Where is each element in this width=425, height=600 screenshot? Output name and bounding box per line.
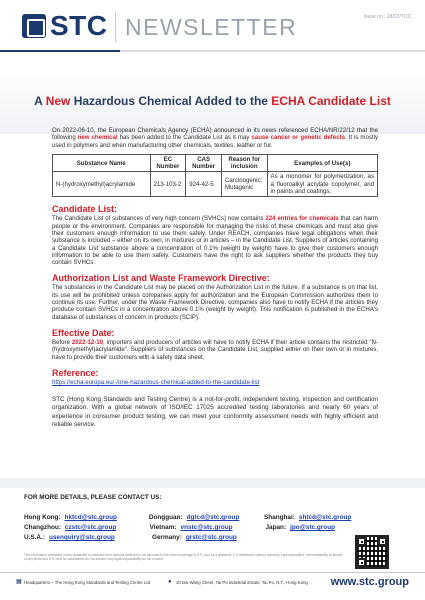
contact-row — [24, 513, 352, 523]
col-reason: Reason for inclusion — [222, 154, 268, 172]
header-divider — [115, 12, 116, 42]
logo-text: STC — [50, 10, 108, 41]
issue-number: Issue no.: 28/22/TCD — [363, 14, 411, 20]
qr-finder-icon — [357, 558, 366, 567]
authorization-paragraph: The substances in the Candidate List may be placed on the Authorization List in the future. If a substance is on that list, its use will be prohibited unless companies apply for authorization and the European Commission authorizes them to continue its use. Further, under the Waste Framework Directive, companies also have to notify ECHA if the articles they produce contain SVHCs in a concentration above 0.1% (weight by weight). This notification is published in the ECHA's database of substances of concern in products (SCIP). — [52, 284, 378, 321]
qr-finder-icon — [378, 537, 387, 546]
col-cas-number: CAS Number — [186, 154, 222, 172]
contact-label: Dongguan: — [148, 514, 183, 521]
contact-email-link[interactable]: hktcd@stc.group — [64, 514, 117, 521]
candidate-list-paragraph: The Candidate List of substances of very high concern (SVHCs) now contains 224 entries for chemicals that can harm people or the environment. Companies are responsible for managing the risks of these chemicals and must also give their customers enough information to use them safely. Under REACH, companies have legal obligations when their substance is included – either on its own, in mixtures or in articles – in the Candidate List. Suppliers of articles containing a Candidate List substance above a concentration of 0.1% (weight by weight) have to give their customers enough information to be able to use them safely. Customers have the right to ask suppliers whether the products they buy contain SVHCs. — [52, 215, 378, 267]
header-rule-accent — [0, 50, 120, 52]
contact-email-link[interactable]: czstc@stc.group — [64, 524, 117, 531]
address-text: 10 Dai Wang Street, Tai Po Industrial Estate, Tai Po, N.T., Hong Kong — [176, 579, 308, 585]
contact-title: FOR MORE DETAILS, PLEASE CONTACT US: — [24, 494, 162, 501]
newsletter-label: NEWSLETTER — [125, 14, 298, 40]
title-highlight: ECHA Candidate List — [271, 94, 391, 108]
cell-substance: N-(hydroxymethyl)acrylamide — [53, 172, 151, 197]
qr-code-icon[interactable] — [355, 535, 389, 569]
col-ec-number: EC Number — [150, 154, 186, 172]
table-header-row — [53, 154, 378, 172]
stc-logo-icon — [22, 14, 46, 38]
contact-email-link[interactable]: dgtcd@stc.group — [186, 514, 240, 521]
col-substance-name: Substance Name — [53, 154, 151, 172]
contact-email-link[interactable]: shtcd@stc.group — [298, 514, 352, 521]
contact-email-link[interactable]: grstc@stc.group — [185, 534, 237, 541]
contact-label: Japan: — [265, 524, 287, 531]
table-row — [53, 172, 378, 197]
article-title: A New Hazardous Chemical Added to the ECHA Candidate List — [34, 94, 391, 108]
about-stc-paragraph: STC (Hong Kong Standards and Testing Centre) is a not-for-profit, independent testing, inspection and certification organization. With a global network of ISO/IEC 17025 accredited testing laboratories and nearly 60 years of experience in consumer product testing, we can meet your conformity assessment needs with highly efficient and reliable service. — [52, 396, 378, 428]
location-pin-icon: ● — [168, 579, 172, 585]
authorization-heading: Authorization List and Waste Framework Directive: — [52, 273, 270, 284]
cell-reason: Carcinogenic; Mutagenic — [222, 172, 268, 197]
headquarters-text: Headquarters – The Hong Kong Standards and Testing Centre Ltd. — [24, 579, 152, 585]
candidate-list-heading: Candidate List: — [52, 204, 118, 215]
footer-headquarters — [16, 579, 151, 585]
contact-email-link[interactable]: jpo@stc.group — [290, 524, 336, 531]
contact-label: Hong Kong: — [24, 514, 61, 521]
contact-email-link[interactable]: usenquiry@stc.group — [48, 534, 115, 541]
contact-label: Shanghai: — [264, 514, 295, 521]
reference-link[interactable]: https://echa.europa.eu/-/one-hazardous-chemical-added-to-the-candidate-list — [52, 378, 260, 386]
contact-email-link[interactable]: vnstc@stc.group — [180, 524, 233, 531]
contact-list — [24, 513, 352, 543]
col-examples: Examples of Use(s) — [267, 154, 378, 172]
contact-label: U.S.A.: — [24, 534, 45, 541]
cell-cas: 924-42-5 — [186, 172, 222, 197]
footer-rule — [0, 572, 425, 573]
website-link[interactable]: www.stc.group — [330, 576, 409, 588]
cell-ec: 213-103-2 — [150, 172, 186, 197]
effective-date-heading: Effective Date: — [52, 327, 115, 338]
contact-band — [0, 478, 425, 488]
building-icon: ▦ — [16, 579, 22, 585]
substance-table — [52, 154, 378, 197]
intro-paragraph: On 2022-06-10, the European Chemicals Agency (ECHA) announced in its news referenced ECHA/NR/22/12 that the following new chemical has been added to the Candidate List as it may cause cancer or genetic defects. It is mostly used in polymers and when manufacturing other chemicals, textiles, leather or fur. — [52, 127, 378, 149]
contact-row — [24, 523, 344, 533]
cell-examples: As a monomer for polymerization, as a fluoroalkyl acrylate copolymer, and in paints and coatings. — [267, 172, 378, 197]
article-body — [52, 127, 378, 429]
contact-label: Changzhou: — [24, 524, 61, 531]
contact-row — [24, 533, 344, 543]
footer-address — [168, 579, 308, 585]
contact-label: Vietnam: — [149, 524, 177, 531]
contact-label: Germany: — [152, 534, 182, 541]
stc-logo — [22, 10, 108, 41]
qr-finder-icon — [357, 537, 366, 546]
newsletter-header — [0, 0, 425, 62]
title-new-word: New — [45, 94, 71, 108]
disclaimer: The information contained in this newsletter is obtained from sources believed to be accurate to the best knowledge of STC and as a guidance. It is distributed without warranty, express/implied, merchantability or fitness of any kinds and STC and its subsidiaries do not assume any legal responsibility for the content. — [24, 553, 343, 562]
reference-heading: Reference: — [52, 367, 99, 378]
effective-date-paragraph: Before 2022-12-10, importers and producers of articles will have to notify ECHA if their article contains the restricted "N-(hydroxymethyl)acrylamide". Suppliers of substances on the Candidate List, supplied either on their own or in mixtures, have to provide their customers with a safety data sheet. — [52, 338, 378, 361]
